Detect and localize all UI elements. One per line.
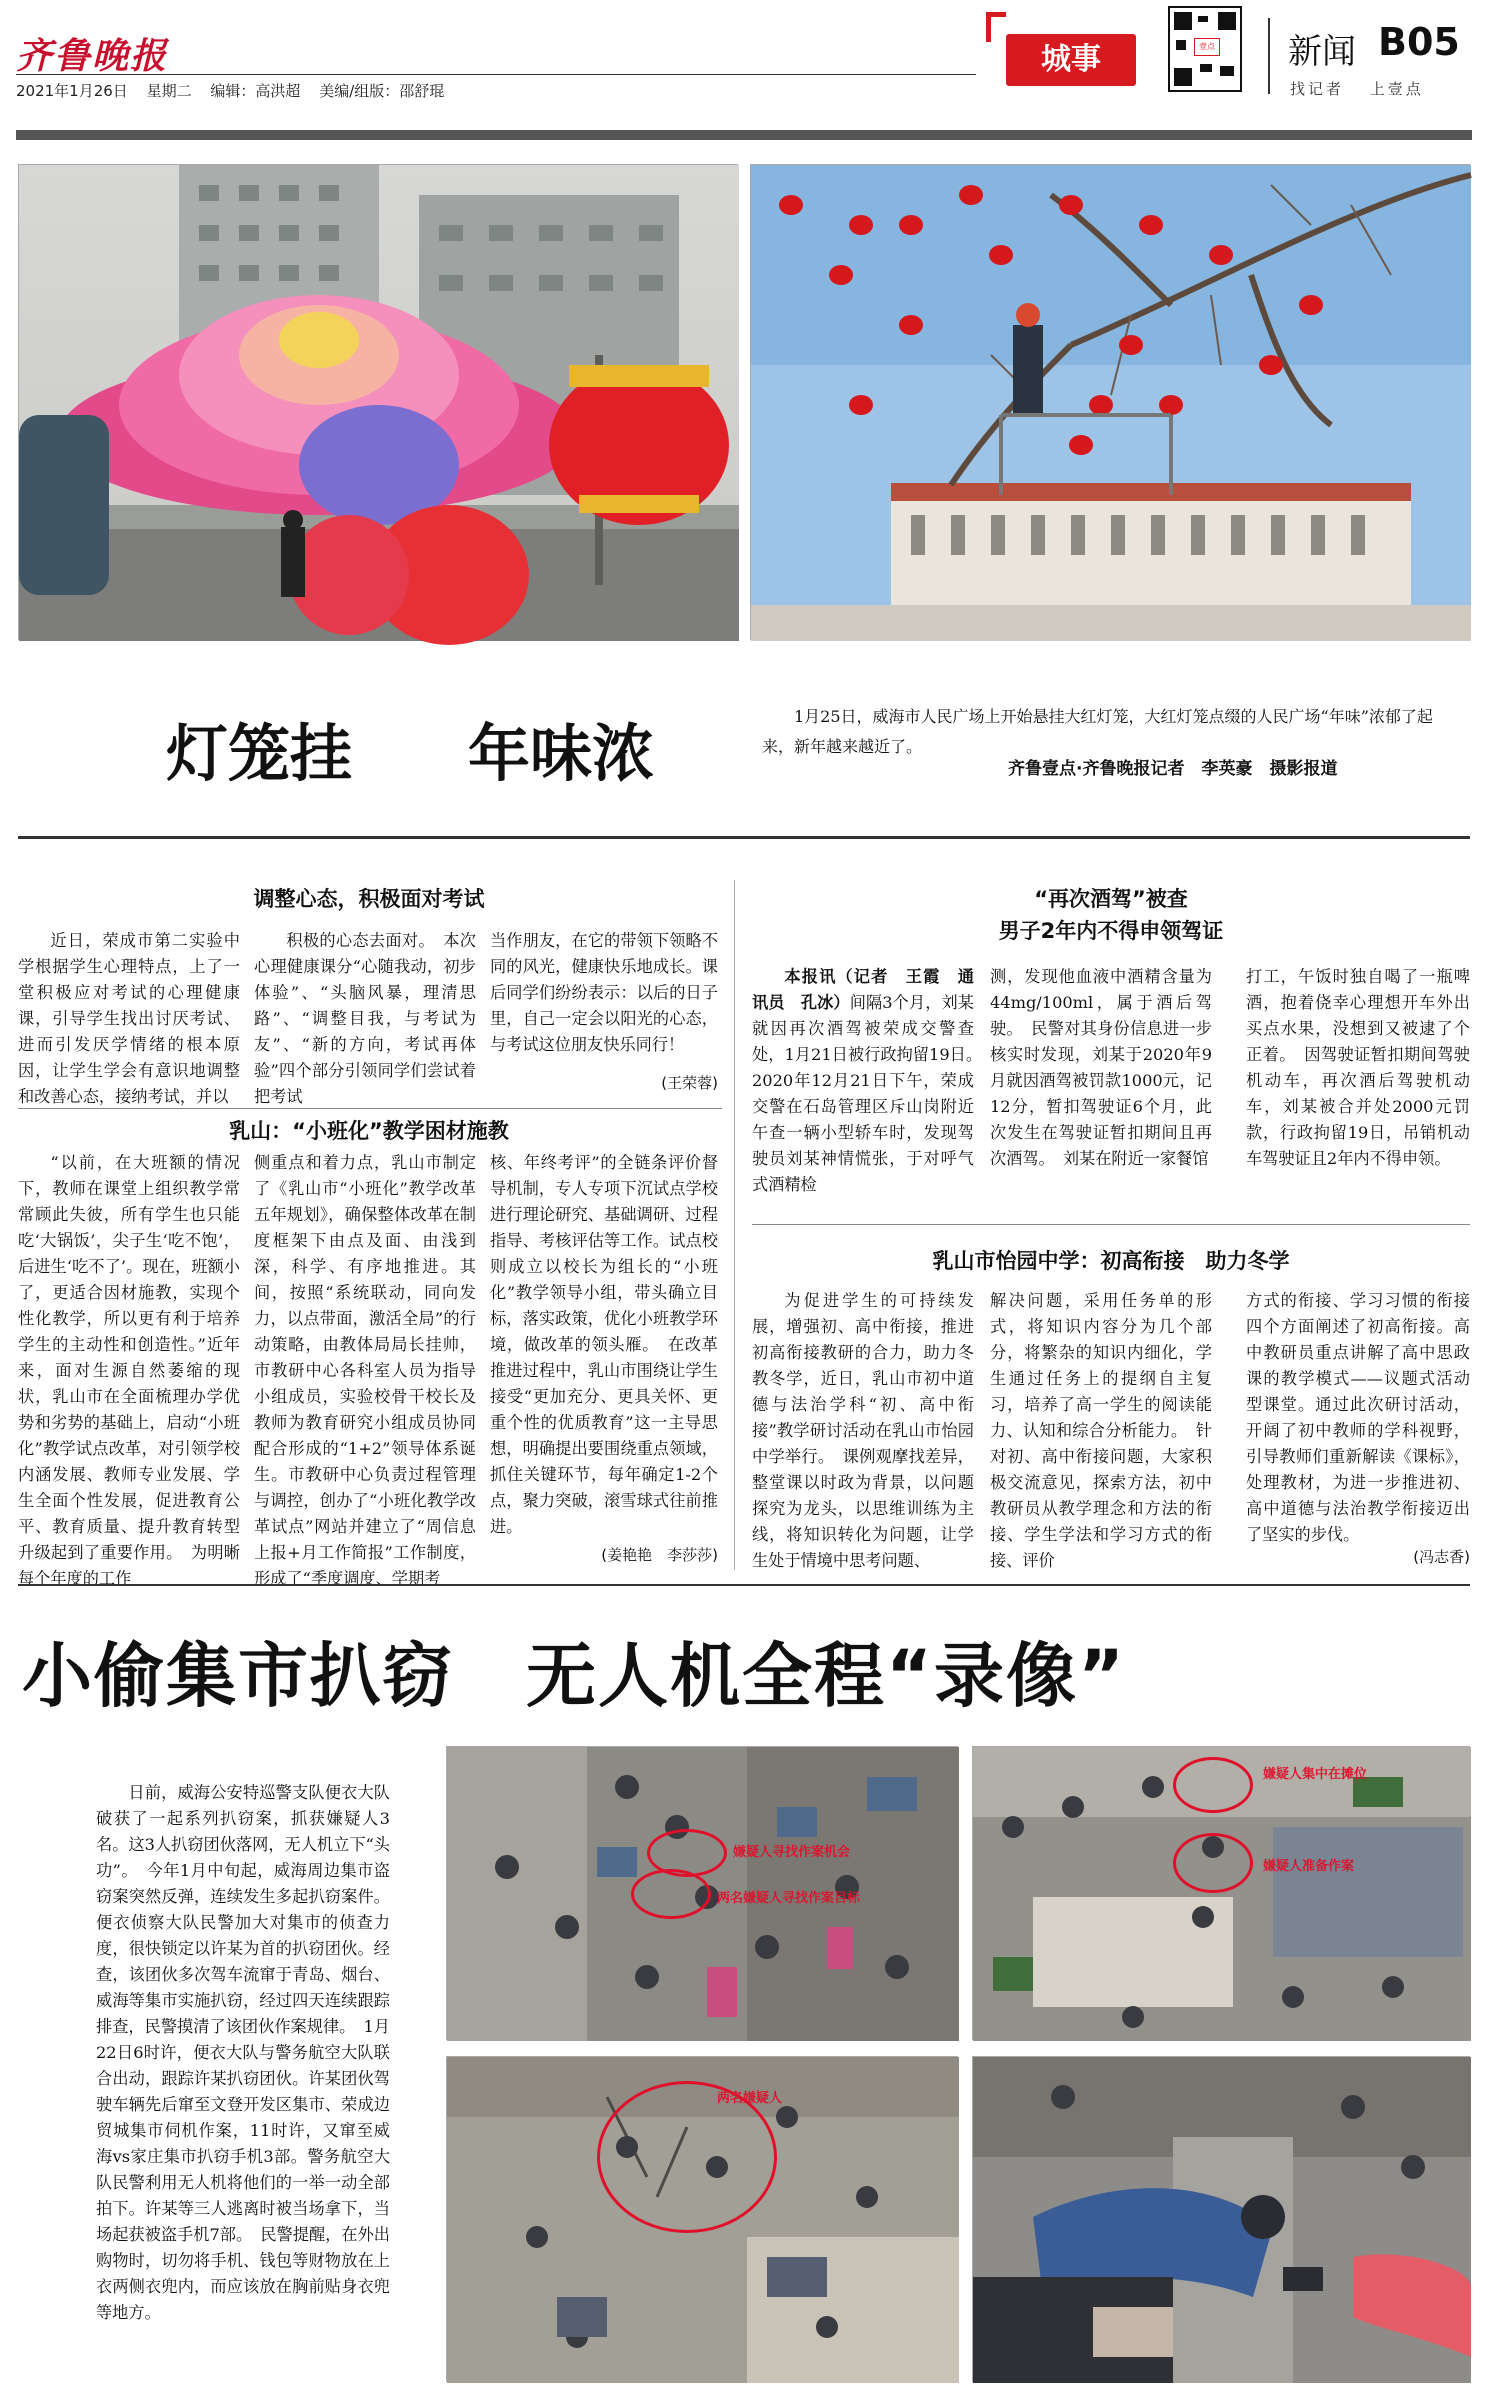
yiyuan-byline: (冯志香) bbox=[1413, 1548, 1470, 1566]
yiyuan-col-2-text: 解决问题，采用任务单的形式，将知识内容分为几个部分，将繁杂的知识内细化，学生通过任务上的提纲自主复习，培养了高一学生的阅读能力、认知和综合分析能力。 针对初、高中衔接问题，大家积极交流意见，探索方法，初中教研员从教学理念和方法的衔接、学生学法和学习方式的衔接、评价 bbox=[990, 1291, 1212, 1570]
lantern-credit: 齐鲁壹点·齐鲁晚报记者 李英豪 摄影报道 bbox=[1008, 759, 1338, 779]
drunk-col-1 bbox=[752, 964, 991, 1210]
drone-photo-4 bbox=[972, 2056, 1470, 2382]
thief-body-text: 日前，威海公安特巡警支队便衣大队破获了一起系列扒窃案，抓获嫌疑人3名。这3人扒窃团伙落网，无人机立下“头功”。 今年1月中旬起，威海周边集市盗窃案突然反弹，连续发生多起扒窃案件。便衣侦察大队民警加大对集市的侦查力度，很快锁定以许某为首的扒窃团伙。经查，该团伙多次驾车流窜于青岛、烟台、威海等集市实施扒窃，经过四天连续跟踪排查，民警摸清了该团伙作案规律。 1月22日6时许，便衣大队与警务航空大队联合出动，跟踪许某扒窃团伙。许某团伙驾驶车辆先后窜至文登开发区集市、荣成边贸城集市伺机作案，11时许，又窜至威海vs家庄集市扒窃手机3部。警务航空大队民警利用无人机将他们的一举一动全部拍下。许某等三人逃离时被当场拿下，当场起获被盗手机7部。 民警提醒，在外出购物时，切勿将手机、钱包等财物放在上衣两侧衣兜内，而应该放在胸前贴身衣兜等地方。 bbox=[96, 1783, 390, 2322]
mindset-col-1-text: 近日，荣成市第二实验中学根据学生心理特点，上了一堂积极应对考试的心理健康课，引导学生找出讨厌考试、进而引发厌学情绪的根本原因，让学生学会有意识地调整和改善心态，接纳考试，并以 bbox=[18, 931, 240, 1106]
drunk-title-1: “再次酒驾”被查 bbox=[1034, 887, 1188, 911]
reporter-hotline bbox=[1290, 78, 1442, 99]
page-section-name: 新闻 bbox=[1288, 32, 1356, 72]
lantern-photo-tree bbox=[750, 164, 1470, 640]
mindset-title: 调整心态，积极面对考试 bbox=[253, 887, 485, 911]
qr-logo: 壹点 bbox=[1194, 38, 1220, 56]
mindset-col-2 bbox=[254, 928, 476, 1116]
mindset-byline: (王荣蓉) bbox=[661, 1074, 718, 1092]
masthead-rule bbox=[16, 74, 976, 75]
highlight-circle bbox=[631, 1869, 711, 1919]
drunk-col-3 bbox=[1246, 964, 1470, 1210]
lantern-caption: 1月25日，威海市人民广场上开始悬挂大红灯笼，大红灯笼点缀的人民广场“年味”浓郁了起来，新年越来越近了。 bbox=[762, 707, 1433, 756]
rushan-class-col-1 bbox=[18, 1150, 240, 1588]
rushan-class-col-1-text: “以前，在大班额的情况下，教师在课堂上组织教学常常顾此失彼，所有学生也只能吃‘大锅饭’，尖子生‘吃不饱’，后进生‘吃不了’。现在，班额小了，更适合因材施教，实现个性化教学，所以更有利于培养学生的主动性和创造性。”近年来，面对生源自然萎缩的现状，乳山市在全面梳理办学优势和劣势的基础上，启动“小班化”教学试点改革，对引领学校内涵发展、教师专业发展、学生全面个性发展，促进教育公平、教育质量、提升教育转型升级起到了重要作用。 为明晰每个年度的工作 bbox=[18, 1153, 240, 1588]
rushan-class-col-3 bbox=[490, 1150, 718, 1540]
yiyuan-title: 乳山市怡园中学：初高衔接 助力冬学 bbox=[932, 1249, 1290, 1273]
section-rule-2 bbox=[18, 1584, 1470, 1586]
masthead-divider bbox=[1268, 18, 1270, 94]
lantern-photo-flower bbox=[18, 164, 738, 640]
drone-label-b2: 嫌疑人准备作案 bbox=[1263, 1859, 1355, 1874]
drunk-col-3-text: 打工，午饭时独自喝了一瓶啤酒，抱着侥幸心理想开车外出买点水果，没想到又被逮了个正着。 因驾驶证暂扣期间驾驶机动车，再次酒后驾驶机动车，刘某被合并处2000元罚款，行政拘留19日，吊销机动车驾驶证且2年内不得申领。 bbox=[1246, 967, 1470, 1168]
top-rule-bar bbox=[16, 130, 1472, 140]
issue-date: 2021年1月26日 bbox=[16, 82, 128, 100]
qr-code-icon[interactable] bbox=[1168, 6, 1242, 92]
reporter-label: 找记者 bbox=[1290, 80, 1345, 98]
yiyuan-col-1 bbox=[752, 1288, 974, 1572]
rushan-class-col-3-text: 核、年终考评”的全链条评价督导机制，专人专项下沉试点学校进行理论研究、基础调研、过程指导、考核评估等工作。试点校则成立以校长为组长的“小班化”教学领导小组，带头确立目标，落实政策，优化小班教学环境，做改革的领头雁。 在改革推进过程中，乳山市围绕让学生接受“更加充分、更具关怀、更重个性的优质教育”这一主导思想，明确提出要围绕重点领域，抓住关键环节，每年确定1-2个点，聚力突破，滚雪球式往前推进。 bbox=[490, 1153, 718, 1536]
drone-photo-3 bbox=[446, 2056, 958, 2382]
rushan-class-col-2 bbox=[254, 1150, 476, 1588]
rule-mindset bbox=[18, 1108, 722, 1109]
page-number: B05 bbox=[1378, 20, 1460, 64]
bracket-decoration bbox=[986, 12, 1006, 42]
reporter-sub: 上壹点 bbox=[1369, 80, 1424, 98]
dateline bbox=[16, 80, 458, 101]
yiyuan-col-1-text: 为促进学生的可持续发展，增强初、高中衔接，推进初高衔接教研的合力，助力冬教冬学，近日，乳山市初中道德与法治学科“初、高中衔接”教学研讨活动在乳山市怡园中学举行。 课例观摩找差异，整堂课以时政为背景，以问题探究为龙头，以思维训练为主线，将知识转化为问题，让学生处于情境中思考问题、 bbox=[752, 1291, 974, 1570]
drone-label-a2: 两名嫌疑人寻找作案目标 bbox=[717, 1891, 861, 1906]
lantern-headline-a: 灯笼挂 bbox=[166, 717, 353, 790]
drone-label-c1: 两名嫌疑人 bbox=[717, 2091, 783, 2106]
drunk-lead: 本报讯（记者 王霞 通讯员 孔冰） bbox=[752, 967, 974, 1012]
mindset-col-1 bbox=[18, 928, 240, 1116]
section-badge bbox=[986, 12, 1146, 88]
drone-photo-2 bbox=[972, 1746, 1470, 2040]
column-divider bbox=[734, 880, 735, 1570]
drunk-col-2 bbox=[990, 964, 1212, 1210]
highlight-circle bbox=[1173, 1833, 1253, 1893]
yiyuan-col-3-text: 方式的衔接、学习习惯的衔接四个方面阐述了初高衔接。高中教研员重点讲解了高中思政课的教学模式——议题式活动型课堂。通过此次研讨活动，开阔了初中教师的学科视野，引导教师们重新解读《课标》，处理教材，为进一步推进初、高中道德与法治教学衔接迈出了坚实的步伐。 bbox=[1246, 1291, 1470, 1544]
drunk-col-2-text: 测，发现他血液中酒精含量为44mg/100ml，属于酒后驾驶。 民警对其身份信息进一步核实时发现，刘某于2020年9月就因酒驾被罚款1000元，记12分，暂扣驾驶证6个月，此次发生在驾驶证暂扣期间且再次酒驾。 刘某在附近一家餐馆 bbox=[990, 967, 1212, 1168]
highlight-circle bbox=[1173, 1757, 1253, 1813]
thief-body bbox=[96, 1780, 390, 2320]
rushan-class-byline: (姜艳艳 李莎莎) bbox=[601, 1546, 718, 1564]
drunk-col-1-text: 间隔3个月，刘某就因再次酒驾被荣成交警查处，1月21日被行政拘留19日。 2020年12月21日下午，荣成交警在石岛管理区斥山岗附近午查一辆小型轿车时，发现驾驶员刘某神情慌张，于对呼气式酒精检 bbox=[752, 993, 991, 1194]
mindset-col-2-text: 积极的心态去面对。 本次心理健康课分“心随我动，初步体验”、“头脑风暴，理清思路”、“调整目我，与考试为友”、“新的方向，考试再体验”四个部分引领同学们尝试着把考试 bbox=[254, 931, 476, 1106]
yiyuan-col-3 bbox=[1246, 1288, 1470, 1546]
thief-headline: 小偷集市扒窃 无人机全程“录像” bbox=[22, 1635, 1127, 1717]
page-editor: 编辑：高洪超 bbox=[210, 82, 301, 100]
mindset-col-3-text: 当作朋友，在它的带领下领略不同的风光，健康快乐地成长。课后同学们纷纷表示：以后的日子里，自己一定会以阳光的心态，与考试这位朋友快乐同行！ bbox=[490, 931, 718, 1054]
mindset-col-3 bbox=[490, 928, 718, 1092]
lantern-headline-b: 年味浓 bbox=[468, 717, 655, 790]
drone-label-b1: 嫌疑人集中在摊位 bbox=[1263, 1767, 1368, 1782]
rushan-class-col-2-text: 侧重点和着力点，乳山市制定了《乳山市“小班化”教学改革五年规划》，确保整体改革在制度框架下由点及面、由浅到深，科学、有序地推进。其间，按照“系统联动，同向发力，以点带面，激活全局”的行动策略，由教体局局长挂帅，市教研中心各科室人员为指导小组成员，实验校骨干校长及教师为教育研究小组成员协同配合形成的“1+2”领导体系诞生。市教研中心负责过程管理与调控，创办了“小班化教学改革试点”网站并建立了“周信息上报+月工作简报”工作制度，形成了“季度调度、学期考 bbox=[254, 1153, 476, 1588]
drunk-title-2: 男子2年内不得申领驾证 bbox=[998, 919, 1224, 943]
rule-drunk bbox=[752, 1224, 1470, 1225]
yiyuan-col-2 bbox=[990, 1288, 1212, 1572]
newspaper-logo: 齐鲁晚报 bbox=[16, 35, 169, 77]
issue-weekday: 星期二 bbox=[146, 82, 192, 100]
rushan-class-title: 乳山：“小班化”教学困材施教 bbox=[229, 1119, 509, 1143]
section-tag: 城事 bbox=[1006, 34, 1136, 86]
masthead bbox=[0, 0, 1488, 120]
page-designer: 美编/组版：邵舒琨 bbox=[319, 82, 445, 100]
drone-label-a1: 嫌疑人寻找作案机会 bbox=[733, 1845, 851, 1860]
section-rule-1 bbox=[18, 836, 1470, 839]
drone-photo-1 bbox=[446, 1746, 958, 2040]
